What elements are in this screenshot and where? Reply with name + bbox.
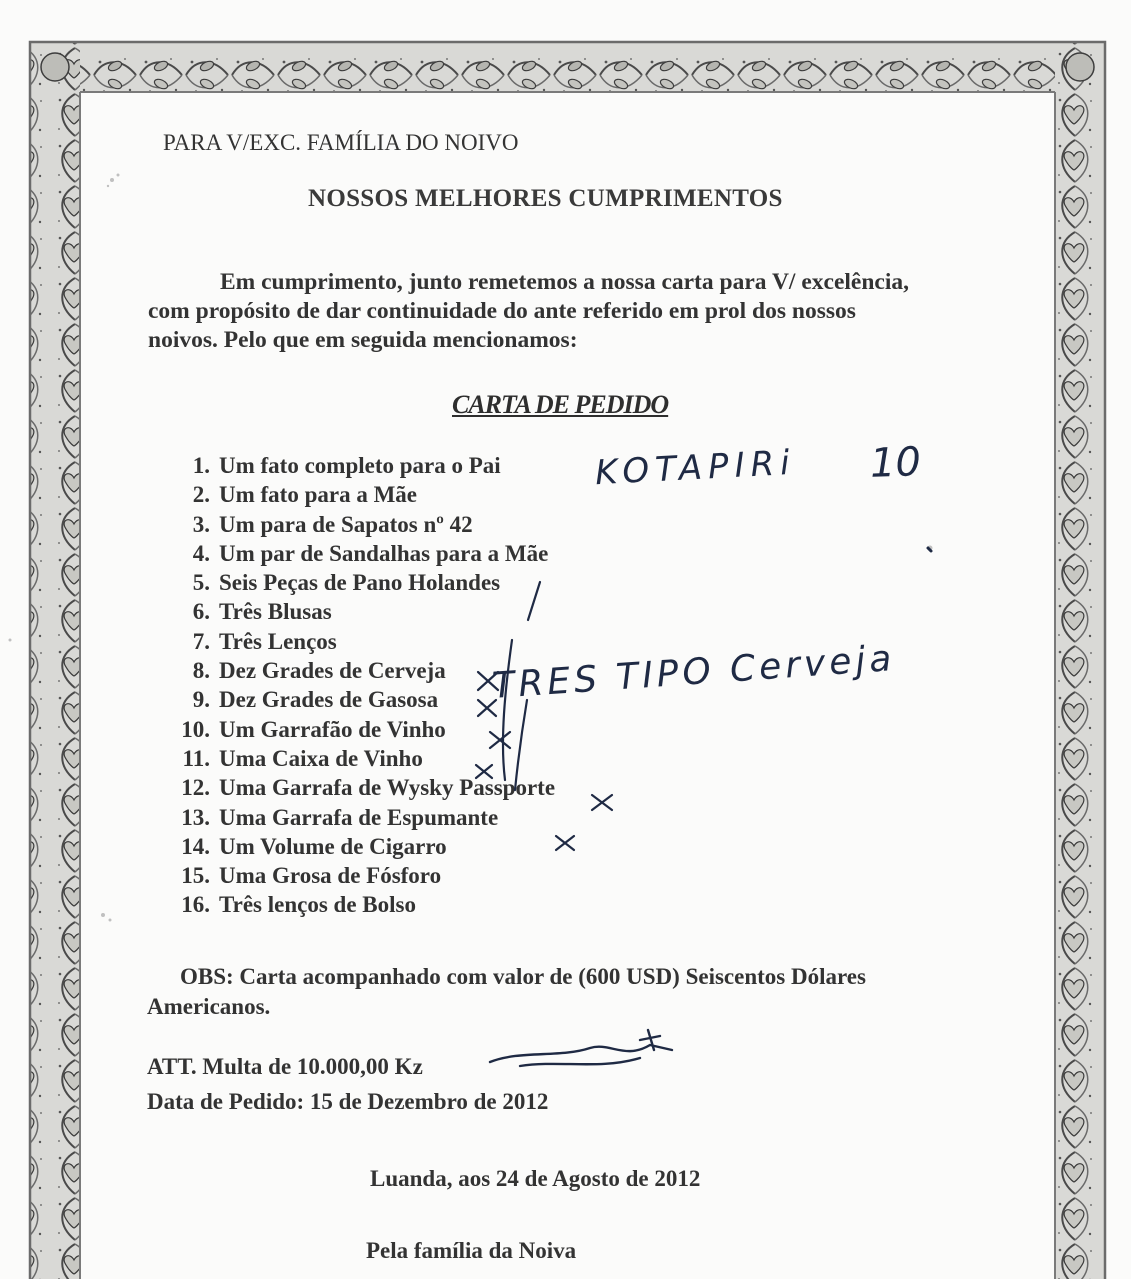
- item-number: 12.: [181, 775, 210, 801]
- list-item: [160, 717, 555, 746]
- item-text: Dez Grades de Cerveja: [219, 658, 446, 684]
- handwritten-note: TRES TIPO Cerveja: [491, 637, 897, 708]
- item-number: 7.: [192, 628, 210, 654]
- item-text: Uma Caixa de Vinho: [219, 745, 423, 771]
- signoff: Pela família da Noiva: [366, 1238, 577, 1263]
- item-number: 2.: [192, 482, 210, 508]
- handwritten-note: KOTAPIRi: [594, 442, 797, 494]
- intro-paragraph: [148, 268, 978, 355]
- handwritten-note: 10: [869, 439, 922, 487]
- item-number: 13.: [181, 804, 210, 830]
- item-number: 5.: [192, 570, 210, 596]
- obs-line: Americanos.: [147, 994, 271, 1019]
- intro-line: com propósito de dar continuidade do ante referido em prol dos nossos: [148, 298, 856, 324]
- list-item: [160, 863, 555, 892]
- item-number: 10.: [181, 716, 210, 742]
- list-item: [160, 834, 555, 863]
- item-text: Um fato para a Mãe: [219, 482, 418, 508]
- item-text: Um par de Sandalhas para a Mãe: [219, 540, 549, 566]
- list-item: [160, 775, 555, 804]
- place-and-date: Luanda, aos 24 de Agosto de 2012: [370, 1166, 701, 1191]
- fine-note: ATT. Multa de 10.000,00 Kz: [147, 1054, 423, 1079]
- cross-mark: [556, 836, 574, 850]
- item-text: Um Volume de Cigarro: [219, 833, 447, 859]
- list-item: [160, 512, 555, 541]
- item-number: 9.: [192, 687, 210, 713]
- item-number: 4.: [192, 540, 210, 566]
- list-item: [160, 599, 555, 628]
- item-text: Uma Garrafa de Wysky Passporte: [219, 775, 556, 801]
- item-number: 1.: [192, 453, 210, 478]
- order-date: Data de Pedido: 15 de Dezembro de 2012: [147, 1089, 549, 1114]
- obs-line: OBS: Carta acompanhado com valor de (600 USD) Seiscentos Dólares: [180, 964, 866, 989]
- list-item: [160, 541, 555, 570]
- item-text: Três Lenços: [219, 628, 337, 654]
- item-number: 14.: [181, 833, 210, 859]
- list-item: [160, 570, 555, 599]
- item-text: Dez Grades de Gasosa: [219, 687, 439, 713]
- intro-line: noivos. Pelo que em seguida mencionamos:: [148, 327, 578, 353]
- item-text: Uma Grosa de Fósforo: [219, 863, 442, 889]
- list-item: [160, 629, 555, 658]
- item-text: Um Garrafão de Vinho: [219, 716, 446, 742]
- item-number: 8.: [192, 658, 210, 684]
- list-item: [160, 805, 555, 834]
- item-text: Três Blusas: [219, 599, 332, 625]
- signature: [490, 1030, 672, 1066]
- intro-line: Em cumprimento, junto remetemos a nossa carta para V/ excelência,: [220, 269, 909, 295]
- item-number: 11.: [182, 745, 210, 771]
- item-number: 6.: [192, 599, 210, 625]
- item-number: 15.: [181, 863, 210, 889]
- item-number: 3.: [192, 511, 210, 537]
- document-title: CARTA DE PEDIDO: [452, 390, 669, 419]
- item-text: Seis Peças de Pano Holandes: [219, 570, 501, 596]
- item-text: Três lenços de Bolso: [219, 892, 416, 918]
- list-item: [160, 482, 555, 511]
- item-text: Um para de Sapatos nº 42: [219, 511, 473, 537]
- list-item: [160, 892, 555, 921]
- addressee: PARA V/EXC. FAMÍLIA DO NOIVO: [163, 130, 519, 155]
- observation-note: [147, 962, 967, 1022]
- cross-mark: [592, 795, 612, 810]
- greeting-heading: NOSSOS MELHORES CUMPRIMENTOS: [308, 185, 783, 212]
- item-text: Uma Garrafa de Espumante: [219, 804, 499, 830]
- list-item: [160, 746, 555, 775]
- list-item: [160, 453, 555, 482]
- item-text: Um fato completo para o Pai: [219, 453, 501, 478]
- item-number: 16.: [181, 892, 210, 918]
